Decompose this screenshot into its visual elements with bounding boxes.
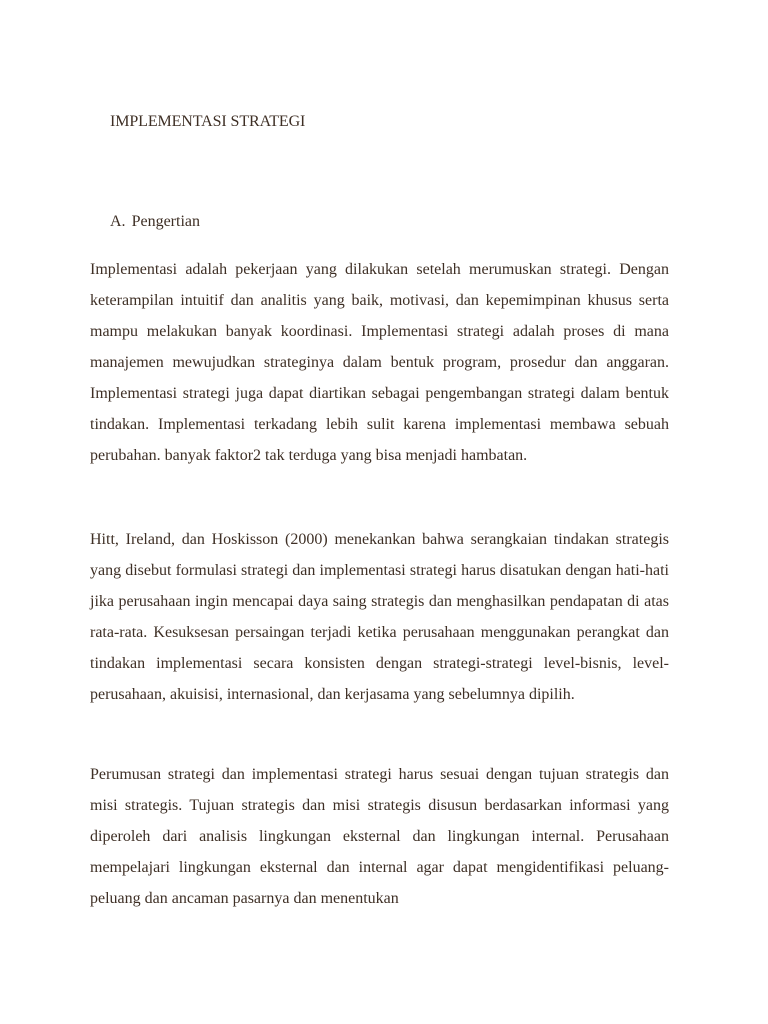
paragraph-3: Perumusan strategi dan implementasi strategi harus sesuai dengan tujuan strategis dan misi strategis. Tujuan strategis dan misi strategis disusun berdasarkan informasi yang diperoleh dari analisis lingkungan eksternal dan lingkungan internal. Perusahaan mempelajari lingkungan eksternal dan internal agar dapat mengidentifikasi peluang-peluang dan ancaman pasarnya dan menentukan: [90, 766, 669, 907]
document-title: IMPLEMENTASI STRATEGI: [110, 113, 306, 130]
section-marker: A.: [110, 213, 126, 230]
paragraph-1: Implementasi adalah pekerjaan yang dilakukan setelah merumuskan strategi. Dengan keterampilan intuitif dan analitis yang baik, motivasi, dan kepemimpinan khusus serta mampu melakukan banyak koordinasi. Implementasi strategi adalah proses di mana manajemen mewujudkan strateginya dalam bentuk program, prosedur dan anggaran. Implementasi strategi juga dapat diartikan sebagai pengembangan strategi dalam bentuk tindakan. Implementasi terkadang lebih sulit karena implementasi membawa sebuah perubahan. banyak faktor2 tak terduga yang bisa menjadi hambatan.: [90, 261, 669, 464]
section-heading: [110, 211, 200, 233]
paragraph-2: Hitt, Ireland, dan Hoskisson (2000) menekankan bahwa serangkaian tindakan strategis yang disebut formulasi strategi dan implementasi strategi harus disatukan dengan hati-hati jika perusahaan ingin mencapai daya saing strategis dan menghasilkan pendapatan di atas rata-rata. Kesuksesan persaingan terjadi ketika perusahaan menggunakan perangkat dan tindakan implementasi secara konsisten dengan strategi-strategi level-bisnis, level-perusahaan, akuisisi, internasional, dan kerjasama yang sebelumnya dipilih.: [90, 531, 669, 703]
section-heading-text: Pengertian: [131, 213, 200, 230]
